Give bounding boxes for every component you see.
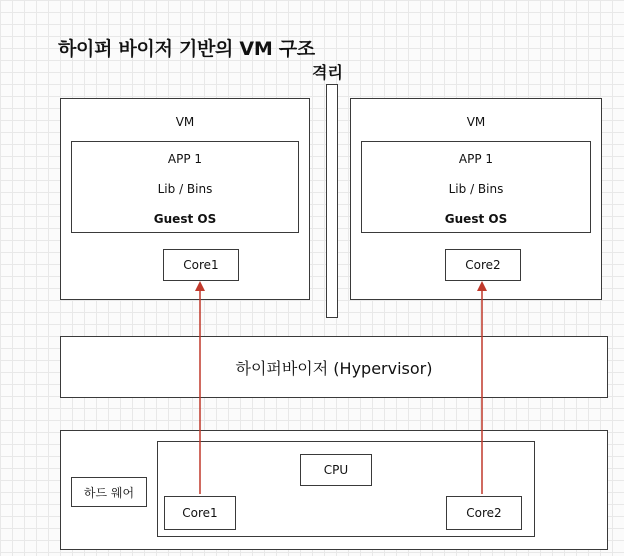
libs-label: Lib / Bins	[448, 182, 504, 196]
virtual-core: Core1	[163, 249, 239, 281]
guest-stack	[361, 141, 591, 233]
isolation-label: 격리	[312, 63, 343, 82]
hypervisor-layer: 하이퍼바이저 (Hypervisor)	[60, 336, 608, 398]
guest-os-label: Guest OS	[153, 212, 217, 226]
hardware-label: 하드 웨어	[71, 477, 147, 507]
vm-box-1	[60, 98, 310, 300]
isolation-bar	[326, 84, 338, 318]
vm-label: VM	[175, 115, 195, 129]
diagram-title: 하이퍼 바이저 기반의 VM 구조	[58, 38, 315, 60]
guest-os-label: Guest OS	[444, 212, 508, 226]
virtual-core: Core2	[445, 249, 521, 281]
hardware-layer	[60, 430, 608, 550]
app-label: APP 1	[167, 152, 203, 166]
cpu-box	[157, 441, 535, 537]
guest-stack	[71, 141, 299, 233]
vm-label: VM	[466, 115, 486, 129]
cpu-label: CPU	[300, 454, 372, 486]
app-label: APP 1	[458, 152, 494, 166]
physical-core-1: Core1	[164, 496, 236, 530]
libs-label: Lib / Bins	[157, 182, 213, 196]
physical-core-2: Core2	[446, 496, 522, 530]
vm-box-2	[350, 98, 602, 300]
